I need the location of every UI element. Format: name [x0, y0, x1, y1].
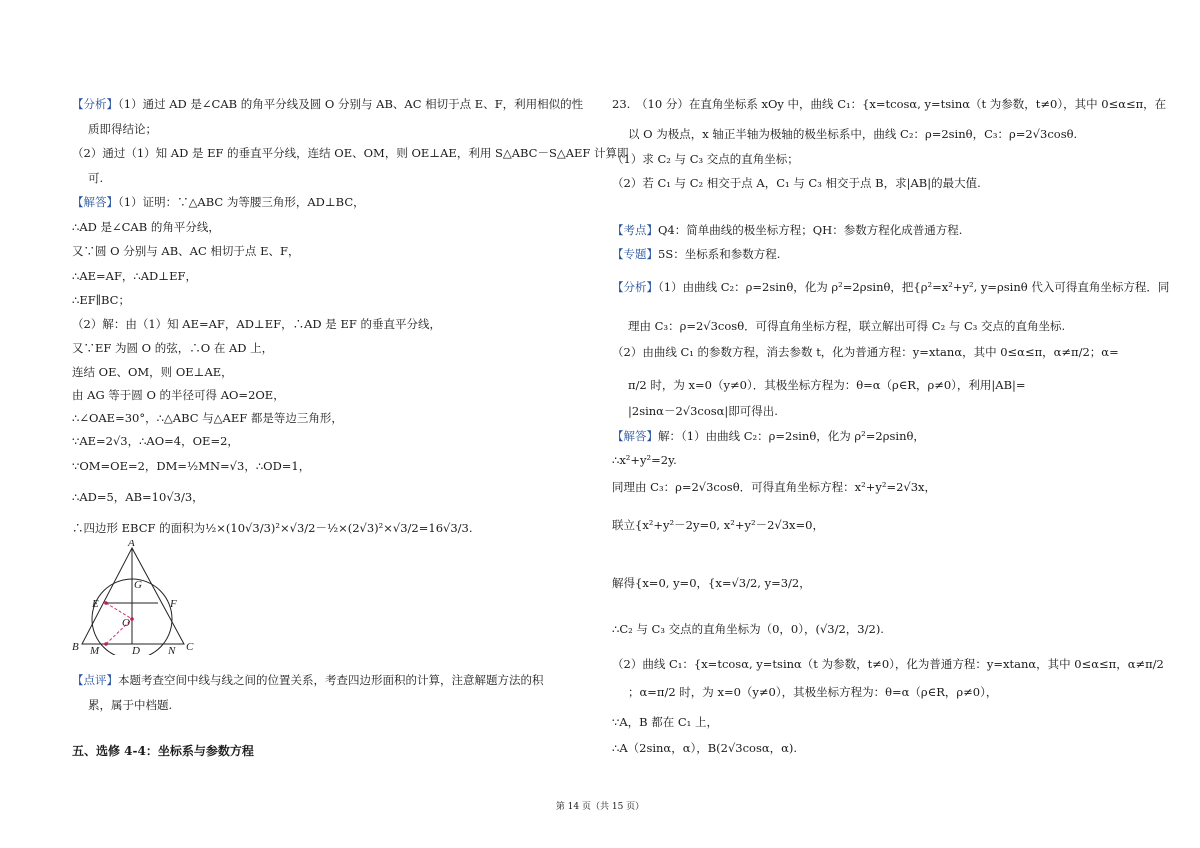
line-text: 连结 OE、OM，则 OE⊥AE，: [72, 365, 233, 379]
right-line: [628, 318, 1065, 334]
line-text: ∵AE=2√3，∴AO=4，OE=2，: [72, 434, 239, 448]
line-text: （1）通过 AD 是∠CAB 的角平分线及圆 O 分别与 AB、AC 相切于点 E、F，利用相似的性: [118, 97, 584, 111]
left-line: [72, 340, 273, 356]
right-line: [612, 279, 1169, 295]
label-m: M: [90, 645, 100, 655]
line-text: （1）求 C₂ 与 C₃ 交点的直角坐标；: [612, 152, 799, 166]
line-text: （2）曲线 C₁：{x=tcosα, y=tsinα（t 为参数，t≠0），化为普通方程：y=xtanα，其中 0≤α≤π，α≠π/2: [612, 657, 1164, 671]
label-d: D: [132, 645, 140, 655]
right-line: [628, 126, 1077, 142]
line-text: ∴∠OAE=30°，∴△ABC 与△AEF 都是等边三角形，: [72, 411, 343, 425]
line-text: ∴EF∥BC；: [72, 293, 130, 307]
left-line: [72, 219, 220, 235]
line-text: 由 AG 等于圆 O 的半径可得 AO=2OE，: [72, 388, 285, 402]
line-text: （2）通过（1）知 AD 是 EF 的垂直平分线，连结 OE、OM，则 OE⊥AE，利用 S△ABC－S△AEF 计算即: [72, 146, 629, 160]
review-line: [72, 672, 544, 688]
left-line: [72, 243, 299, 259]
left-line: [72, 268, 197, 284]
section-tag: 【分析】: [612, 280, 658, 294]
line-text: Q4：简单曲线的极坐标方程；QH：参数方程化成普通方程.: [658, 223, 963, 237]
geometry-figure: [70, 540, 200, 655]
review-line: [88, 697, 172, 713]
line-text: （2）解：由（1）知 AE=AF，AD⊥EF，∴AD 是 EF 的垂直平分线，: [72, 317, 441, 331]
line-text: 5S：坐标系和参数方程.: [658, 247, 781, 261]
label-c: C: [186, 641, 194, 653]
section-tag: 【解答】: [612, 429, 658, 443]
right-line: [612, 656, 1164, 672]
right-line: [612, 740, 797, 756]
right-line: [628, 684, 997, 700]
line-text: 联立{x²+y²－2y=0, x²+y²－2√3x=0，: [612, 518, 824, 532]
line-text: ∴AD 是∠CAB 的角平分线，: [72, 220, 220, 234]
section-tag: 【考点】: [612, 223, 658, 237]
line-text: π/2 时，为 x=0（y≠0）．其极坐标方程为：θ=α（ρ∈R，ρ≠0），利用|AB|=: [628, 378, 1026, 392]
line-text: 本题考查空间中线与线之间的位置关系，考查四边形面积的计算，注意解题方法的积: [118, 673, 544, 687]
left-line: [72, 489, 204, 505]
right-line: [612, 479, 936, 495]
left-line: [72, 364, 233, 380]
right-line: [628, 377, 1026, 393]
left-line: [88, 170, 103, 186]
section-tag: 【分析】: [72, 97, 118, 111]
line-text: 解：（1）由曲线 C₂：ρ=2sinθ，化为 ρ²=2ρsinθ，: [658, 429, 925, 443]
line-text: 以 O 为极点，x 轴正半轴为极轴的极坐标系中，曲线 C₂：ρ=2sinθ，C₃：ρ=2√3cosθ.: [628, 127, 1078, 141]
line-text: ∵A，B 都在 C₁ 上，: [612, 715, 718, 729]
right-line: [612, 96, 1166, 112]
line-text: ∴A（2sinα，α），B(2√3cosα，α).: [612, 741, 798, 755]
left-line: [72, 96, 583, 112]
right-line: [612, 428, 925, 444]
line-text: ∴x²+y²=2y.: [612, 453, 677, 467]
right-line: [612, 151, 799, 167]
label-o: O: [122, 617, 130, 629]
label-g: G: [134, 579, 142, 591]
triangle-abc: [82, 548, 184, 644]
label-n: N: [168, 645, 176, 655]
left-line: [72, 316, 441, 332]
section-tag: 【解答】: [72, 195, 118, 209]
section-tag: 【点评】: [72, 673, 118, 687]
left-line: [72, 194, 365, 210]
right-line: [628, 403, 778, 419]
left-line: [72, 410, 343, 426]
line-text: 质即得结论；: [88, 122, 157, 136]
right-line: [612, 621, 884, 637]
line-text: ∴AD=5，AB=10√3/3，: [72, 490, 204, 504]
label-a: A: [128, 540, 135, 549]
line-text: （1）由曲线 C₂：ρ=2sinθ，化为 ρ²=2ρsinθ，把{ρ²=x²+y², y=ρsinθ 代入可得直角坐标方程．同: [658, 280, 1170, 294]
line-text: （1）证明：∵△ABC 为等腰三角形，AD⊥BC，: [118, 195, 365, 209]
left-line: [72, 292, 130, 308]
right-line: [612, 222, 962, 238]
right-line: [612, 714, 718, 730]
line-text: 累，属于中档题.: [88, 698, 173, 712]
left-line: [72, 433, 239, 449]
line-text: |2sinα－2√3cosα|即可得出.: [628, 404, 778, 418]
section-tag: 【专题】: [612, 247, 658, 261]
right-line: [612, 246, 780, 262]
line-text: （2）由曲线 C₁ 的参数方程，消去参数 t，化为普通方程：y=xtanα，其中 0≤α≤π，α≠π/2；α=: [612, 345, 1119, 359]
left-line: [88, 121, 157, 137]
line-text: ；α=π/2 时，为 x=0（y≠0），其极坐标方程为：θ=α（ρ∈R，ρ≠0），: [628, 685, 998, 699]
right-line: [612, 575, 811, 591]
right-line: [612, 175, 981, 191]
right-line: [612, 344, 1119, 360]
line-text: （2）若 C₁ 与 C₂ 相交于点 A，C₁ 与 C₃ 相交于点 B，求|AB|的最大值.: [612, 176, 981, 190]
line-text: ∴四边形 EBCF 的面积为½×(10√3/3)²×√3/2－½×(2√3)²×√3/2=16√3/3.: [72, 521, 473, 535]
label-b: B: [72, 641, 79, 653]
line-text: ∴C₂ 与 C₃ 交点的直角坐标为（0，0），(√3/2，3/2).: [612, 622, 884, 636]
label-f: F: [170, 598, 177, 610]
line-text: 23. （10 分）在直角坐标系 xOy 中，曲线 C₁：{x=tcosα, y=tsinα（t 为参数，t≠0），其中 0≤α≤π，在: [612, 97, 1167, 111]
left-line: [72, 145, 629, 161]
line-text: 解得{x=0, y=0，{x=√3/2, y=3/2，: [612, 576, 811, 590]
page-footer: 第 14 页（共 15 页）: [555, 802, 645, 812]
right-line: [612, 517, 824, 533]
right-line: [612, 452, 677, 468]
line-text: 又∵EF 为圆 O 的弦，∴O 在 AD 上，: [72, 341, 274, 355]
line-text: ∴AE=AF，∴AD⊥EF，: [72, 269, 197, 283]
left-line: [72, 520, 473, 536]
left-line: [72, 458, 310, 474]
line-text: 可.: [88, 171, 104, 185]
line-text: 同理由 C₃：ρ=2√3cosθ．可得直角坐标方程：x²+y²=2√3x，: [612, 480, 937, 494]
line-text: 理由 C₃：ρ=2√3cosθ．可得直角坐标方程，联立解出可得 C₂ 与 C₃ 交点的直角坐标.: [628, 319, 1066, 333]
line-text: ∵OM=OE=2，DM=½MN=√3，∴OD=1，: [72, 459, 311, 473]
label-e: E: [92, 598, 99, 610]
line-text: 又∵圆 O 分别与 AB、AC 相切于点 E、F，: [72, 244, 300, 258]
left-line: [72, 387, 285, 403]
section-heading: 五、选修 4-4：坐标系与参数方程: [72, 744, 254, 758]
